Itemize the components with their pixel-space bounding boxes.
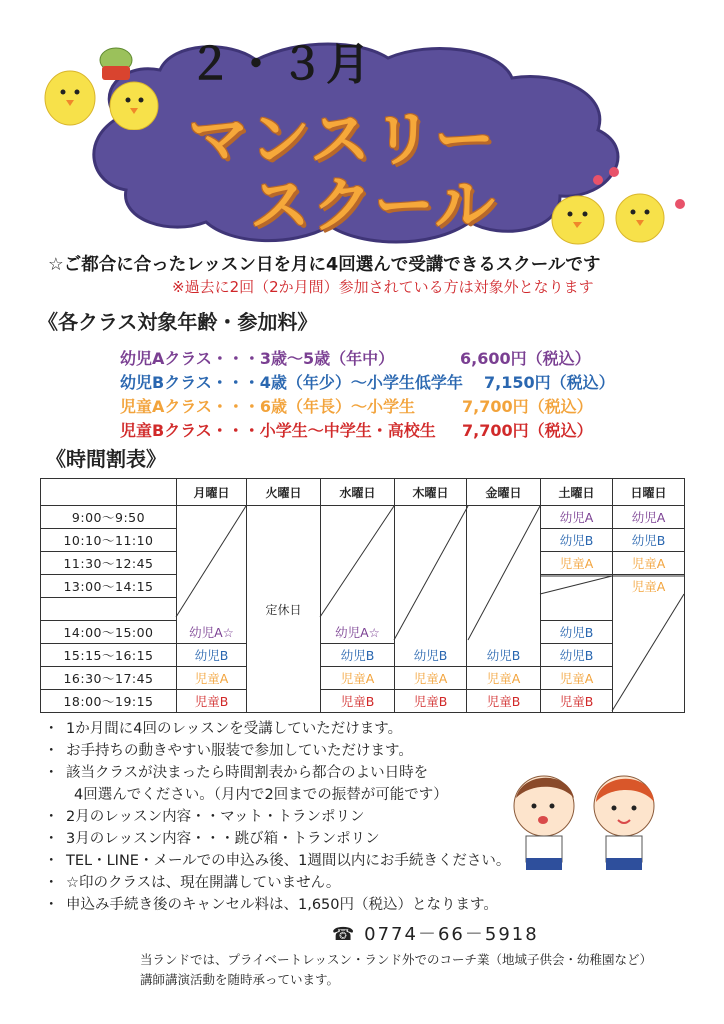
empty-cell	[467, 529, 541, 552]
class-cell: 幼児B	[395, 644, 467, 667]
list-item	[44, 828, 510, 850]
empty-cell	[395, 621, 467, 644]
fee-class: 幼児Aクラス・・・3歳～5歳（年中）	[120, 349, 395, 368]
day-header: 土曜日	[541, 479, 613, 506]
class-cell: 児童A	[177, 667, 247, 690]
table-row	[41, 644, 685, 667]
empty-cell	[177, 506, 247, 529]
table-row	[41, 621, 685, 644]
empty-cell	[395, 575, 467, 598]
empty-cell	[613, 667, 685, 690]
time-cell: 18:00～19:15	[41, 690, 177, 713]
class-cell: 幼児B	[613, 529, 685, 552]
bullet-mark: ・	[44, 743, 59, 759]
chick-illustration-left	[36, 40, 166, 130]
timetable-header-row	[41, 479, 685, 506]
bullet-mark: ・	[44, 765, 59, 781]
class-cell: 児童A	[541, 552, 613, 575]
chick-illustration-right	[540, 164, 690, 250]
empty-cell	[177, 529, 247, 552]
closed-day-label: 定休日	[247, 598, 321, 621]
day-header: 月曜日	[177, 479, 247, 506]
list-item	[44, 894, 510, 916]
fee-price: 7,700円（税込）	[462, 421, 593, 440]
class-cell: 児童A	[395, 667, 467, 690]
bullet-mark: ・	[44, 897, 59, 913]
time-cell: 13:00～14:15	[41, 575, 177, 598]
table-row	[41, 575, 685, 598]
lead-text: ☆ご都合に合ったレッスン日を月に4回選んで受講できるスクールです	[48, 255, 601, 275]
footer-line-1: 当ランドでは、プライベートレッスン・ランド外でのコーチ業（地域子供会・幼稚園など）	[140, 952, 653, 967]
fee-class: 幼児Bクラス・・・4歳（年少）～小学生低学年	[120, 373, 463, 392]
bullet-mark: ・	[44, 721, 59, 737]
empty-cell	[541, 598, 613, 621]
class-cell: 児童A	[613, 575, 685, 598]
fee-row	[120, 394, 640, 418]
phone-icon: ☎	[332, 924, 357, 945]
corner-cell	[41, 479, 177, 506]
phone-line	[332, 920, 539, 946]
fee-row	[120, 418, 640, 442]
class-cell: 幼児A☆	[177, 621, 247, 644]
time-cell	[41, 598, 177, 621]
class-cell: 幼児B	[541, 644, 613, 667]
bullet-text: ☆印のクラスは、現在開講していません。	[66, 875, 341, 891]
class-cell: 児童A	[321, 667, 395, 690]
bullet-text: 2月のレッスン内容・・マット・トランポリン	[66, 809, 365, 825]
fee-price: 6,600円（税込）	[460, 349, 591, 368]
table-row	[41, 598, 685, 621]
class-cell: 児童A	[613, 552, 685, 575]
empty-cell	[613, 621, 685, 644]
table-row	[41, 552, 685, 575]
list-item	[44, 806, 510, 828]
day-header: 水曜日	[321, 479, 395, 506]
empty-cell	[395, 529, 467, 552]
empty-cell	[321, 506, 395, 529]
day-header: 火曜日	[247, 479, 321, 506]
bullet-mark: ・	[44, 831, 59, 847]
empty-cell	[613, 598, 685, 621]
title-line-2: スクール	[250, 171, 497, 241]
bullet-text: 申込み手続き後のキャンセル料は、1,650円（税込）となります。	[66, 897, 498, 913]
class-cell: 児童B	[177, 690, 247, 713]
list-item-continuation	[44, 784, 510, 806]
timetable	[40, 478, 684, 712]
empty-cell	[395, 506, 467, 529]
bullet-mark: ・	[44, 875, 59, 891]
class-cell: 児童B	[321, 690, 395, 713]
class-cell: 児童B	[395, 690, 467, 713]
class-cell: 幼児A	[613, 506, 685, 529]
class-cell: 幼児A	[541, 506, 613, 529]
fee-price: 7,150円（税込）	[484, 373, 615, 392]
list-item	[44, 872, 510, 894]
empty-cell	[467, 621, 541, 644]
class-cell: 幼児B	[541, 621, 613, 644]
bullet-text: 1か月間に4回のレッスンを受講していただけます。	[66, 721, 403, 737]
bullet-text: 3月のレッスン内容・・・跳び箱・トランポリン	[66, 831, 380, 847]
bullet-mark: ・	[44, 853, 59, 869]
day-header: 木曜日	[395, 479, 467, 506]
fee-class: 児童Aクラス・・・6歳（年長）～小学生	[120, 397, 416, 416]
empty-cell	[613, 690, 685, 713]
table-row	[41, 506, 685, 529]
phone-number[interactable]: 0774－66－5918	[364, 924, 539, 945]
empty-cell	[321, 529, 395, 552]
empty-cell	[321, 598, 395, 621]
months-heading: ２・３月	[188, 39, 372, 90]
empty-cell	[247, 575, 321, 598]
footer-line-2: 講師講演活動を随時承っています。	[140, 972, 340, 987]
empty-cell	[247, 552, 321, 575]
class-cell: 幼児B	[467, 644, 541, 667]
fee-price: 7,700円（税込）	[462, 397, 593, 416]
class-cell: 幼児A☆	[321, 621, 395, 644]
fees-heading: 《各クラス対象年齢・参加料》	[38, 310, 318, 334]
bullet-text: 4回選んでください。（月内で2回までの振替が可能です）	[74, 787, 448, 803]
time-cell: 9:00～9:50	[41, 506, 177, 529]
day-header: 金曜日	[467, 479, 541, 506]
fee-class: 児童Bクラス・・・小学生～中学生・高校生	[120, 421, 436, 440]
class-cell: 児童B	[467, 690, 541, 713]
bullet-mark: ・	[44, 809, 59, 825]
class-cell: 児童B	[541, 690, 613, 713]
fees-list	[120, 346, 640, 442]
table-row	[41, 529, 685, 552]
eligibility-note: ※過去に2回（2か月間）参加されている方は対象外となります	[172, 278, 594, 296]
title-line-1: マンスリー	[188, 105, 497, 175]
list-item	[44, 718, 510, 740]
time-cell: 16:30～17:45	[41, 667, 177, 690]
time-cell: 11:30～12:45	[41, 552, 177, 575]
class-cell: 幼児B	[541, 529, 613, 552]
bullet-text: お手持ちの動きやすい服装で参加していただけます。	[66, 743, 413, 759]
empty-cell	[247, 690, 321, 713]
time-cell: 15:15～16:15	[41, 644, 177, 667]
class-cell: 幼児B	[177, 644, 247, 667]
class-cell: 幼児B	[321, 644, 395, 667]
kids-illustration	[492, 762, 682, 872]
empty-cell	[321, 575, 395, 598]
empty-cell	[467, 552, 541, 575]
day-header: 日曜日	[613, 479, 685, 506]
empty-cell	[395, 552, 467, 575]
footer-note	[140, 950, 652, 990]
empty-cell	[321, 552, 395, 575]
fee-row	[120, 370, 640, 394]
class-cell: 児童A	[541, 667, 613, 690]
info-bullets	[44, 718, 510, 916]
bullet-text: TEL・LINE・メールでの申込み後、1週間以内にお手続きください。	[66, 853, 511, 869]
list-item	[44, 762, 510, 784]
empty-cell	[177, 575, 247, 598]
empty-cell	[177, 598, 247, 621]
empty-cell	[395, 598, 467, 621]
list-item	[44, 850, 510, 872]
empty-cell	[247, 506, 321, 529]
class-cell: 児童A	[467, 667, 541, 690]
table-row	[41, 667, 685, 690]
table-row	[41, 690, 685, 713]
empty-cell	[613, 644, 685, 667]
empty-cell	[467, 575, 541, 598]
empty-cell	[177, 552, 247, 575]
empty-cell	[467, 506, 541, 529]
timetable-heading: 《時間割表》	[46, 447, 166, 471]
fee-row	[120, 346, 640, 370]
empty-cell	[247, 621, 321, 644]
time-cell: 10:10～11:10	[41, 529, 177, 552]
empty-cell	[247, 667, 321, 690]
time-cell: 14:00～15:00	[41, 621, 177, 644]
list-item	[44, 740, 510, 762]
empty-cell	[247, 529, 321, 552]
empty-cell	[541, 575, 613, 598]
bullet-text: 該当クラスが決まったら時間割表から都合のよい日時を	[66, 765, 429, 781]
empty-cell	[467, 598, 541, 621]
empty-cell	[247, 644, 321, 667]
